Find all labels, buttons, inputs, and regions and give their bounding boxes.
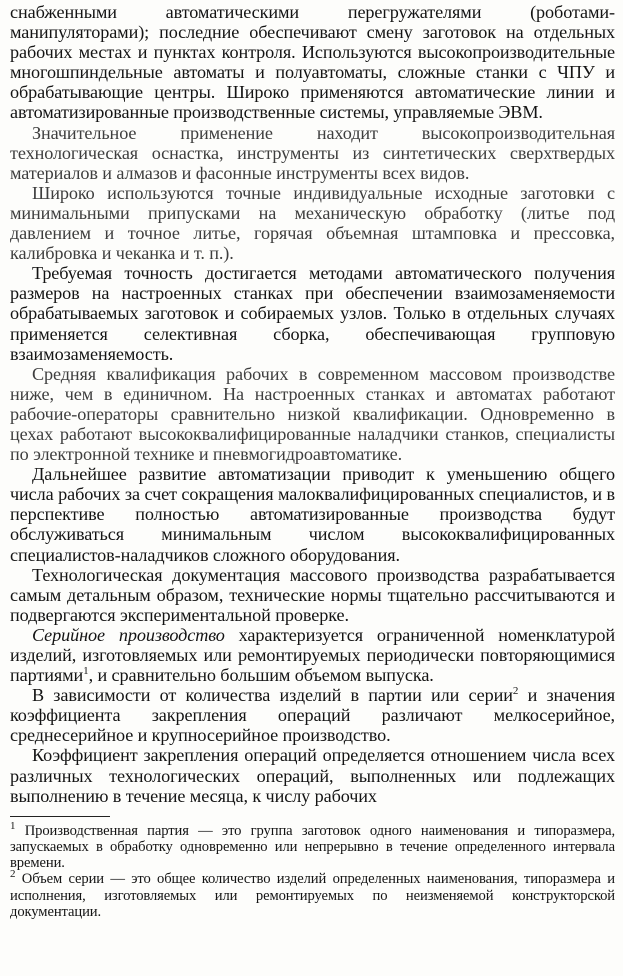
paragraph-coefficient: Коэффициент закрепления операций определяется отношением числа всех различных технологических операций, выполненных или подлежащих выполнению в течение месяца, к числу рабочих: [10, 745, 615, 806]
paragraph-automation-equipment: снабженными автоматическими перегружателями (роботами-манипуляторами); последние обеспечивают смену заготовок на отдельных рабочих местах и пунктах контроля. Используются высокопроизводительные многошпиндельные автоматы и полуавтоматы, сложные станки с ЧПУ и обрабатывающие центры. Широко применяются автоматические линии и автоматизированные производственные системы, управляемые ЭВМ.: [10, 2, 615, 123]
main-text: [10, 2, 615, 806]
paragraph-qualification: Средняя квалификация рабочих в современном массовом производстве ниже, чем в единичном. На настроенных станках и автоматах работают рабочие-операторы сравнительно низкой квалификации. Одновременно в цехах работают высококвалифицированные наладчики станков, специалисты по электронной технике и пневмогидроавтоматике.: [10, 363, 615, 465]
paragraph-accuracy: Требуемая точность достигается методами автоматического получения размеров на настроенных станках при обеспечении взаимозаменяемости обрабатываемых заготовок и собираемых узлов. Только в отдельных случаях применяется селективная сборка, обеспечивающая групповую взаимозаменяемость.: [10, 263, 615, 364]
paragraph-tooling: Значительное применение находит высокопроизводительная технологическая оснастка, инструменты из синтетических сверхтвердых материалов и алмазов и фасонные инструменты всех видов.: [10, 122, 615, 183]
footnote-ref-2[interactable]: 2: [512, 685, 519, 698]
footnote-marker-2: 2: [10, 868, 16, 881]
footnote-1: [10, 819, 615, 872]
paragraph-documentation: Технологическая документация массового производства разрабатывается самым детальным образом, технические нормы тщательно рассчитываются и подвергаются экспериментальной проверке.: [10, 564, 615, 625]
serial-production-text-end: , и сравнительно большим объемом выпуска.: [88, 665, 434, 686]
batch-size-text: В зависимости от количества изделий в партии или серии: [32, 685, 513, 706]
footnotes: [10, 819, 615, 920]
serial-production-text: характеризуется ограниченной номенклатурой изделий, изготовляемых или ремонтируемых периодически повторяющимися партиями: [10, 624, 615, 686]
paragraph-future-automation: Дальнейшее развитие автоматизации приводит к уменьшению общего числа рабочих за счет сокращения малоквалифицированных специалистов, и в перспективе полностью автоматизированные производства будут обслуживаться минимальным числом высококвалифицированных специалистов-наладчиков сложного оборудования.: [10, 464, 615, 565]
footnote-divider: [10, 816, 110, 817]
batch-size-text-end: и значения коэффициента закрепления операций различают мелкосерийное, среднесерийное и крупносерийное производство.: [10, 685, 615, 746]
paragraph-serial-production: [10, 625, 615, 685]
footnote-ref-1[interactable]: 1: [83, 665, 89, 678]
footnote-2: [10, 868, 615, 920]
paragraph-blanks: Широко используются точные индивидуальные исходные заготовки с минимальными припусками на механическую обработку (литье под давлением и точное литье, горячая объемная штамповка и прессовка, калибровка и чеканка и т. п.).: [10, 182, 615, 264]
footnote-2-text: Объем серии — это общее количество изделий определенных наименования, типоразмера и исполнения, изготовляемых или ремонтируемых по неизменяемой конструкторской документации.: [10, 871, 615, 920]
footnote-marker-1: 1: [10, 819, 16, 832]
paragraph-batch-size: [10, 685, 615, 745]
footnote-1-text: Производственная партия — это группа заготовок одного наименования и типоразмера, запускаемых в обработку одновременно или непрерывно в течение определенного интервала времени.: [10, 822, 615, 872]
serial-production-term: Серийное производство: [32, 624, 225, 645]
